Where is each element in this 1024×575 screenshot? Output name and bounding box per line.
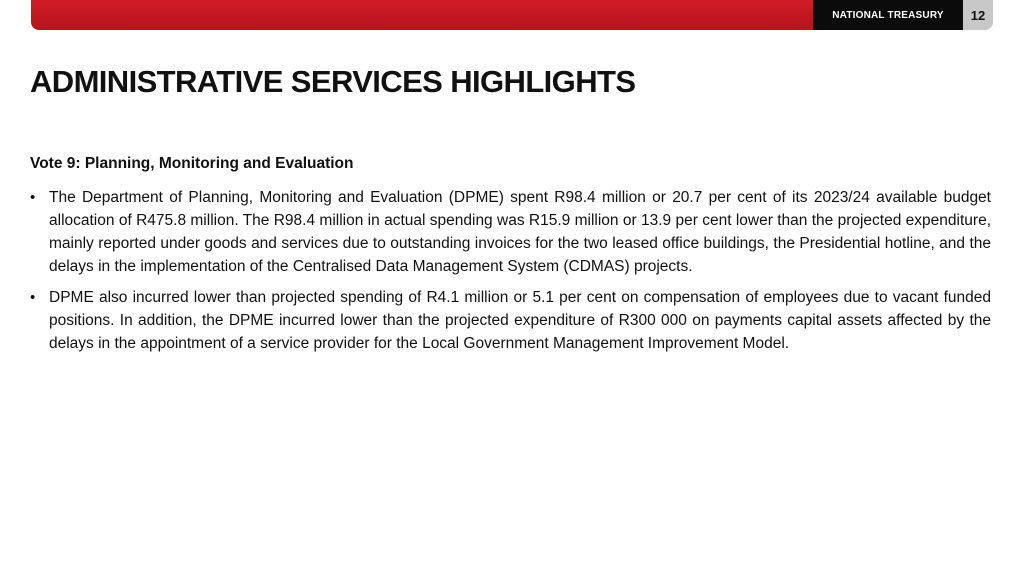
bullet-text: The Department of Planning, Monitoring and Evaluation (DPME) spent R98.4 million or 20.7 per cent of its 2023/24 available budget allocation of R475.8 million. The R98.4 million in actual spending was R15.9 million or 13.9 per cent lower than the projected expenditure, mainly reported under goods and services due to outstanding invoices for the two leased office buildings, the Presidential hotline, and the delays in the implementation of the Centralised Data Management System (CDMAS) projects. xyxy=(49,189,991,275)
content-area xyxy=(30,153,991,363)
bullet-icon: • xyxy=(30,289,36,306)
bullet-icon: • xyxy=(30,189,36,206)
header-bar xyxy=(31,0,813,30)
section-heading: Vote 9: Planning, Monitoring and Evaluation xyxy=(30,155,354,172)
bullet-item xyxy=(30,186,991,278)
slide-title: ADMINISTRATIVE SERVICES HIGHLIGHTS xyxy=(30,64,636,99)
page-number: 12 xyxy=(970,7,986,23)
page-number-block xyxy=(963,0,993,30)
brand-label: NATIONAL TREASURY xyxy=(832,9,944,21)
brand-block xyxy=(813,0,963,30)
bullet-item xyxy=(30,286,991,355)
bullet-list xyxy=(30,186,991,355)
bullet-text: DPME also incurred lower than projected spending of R4.1 million or 5.1 per cent on compensation of employees due to vacant funded positions. In addition, the DPME incurred lower than the projected expenditure of R300 000 on payments capital assets affected by the delays in the appointment of a service provider for the Local Government Management Improvement Model. xyxy=(49,289,991,352)
